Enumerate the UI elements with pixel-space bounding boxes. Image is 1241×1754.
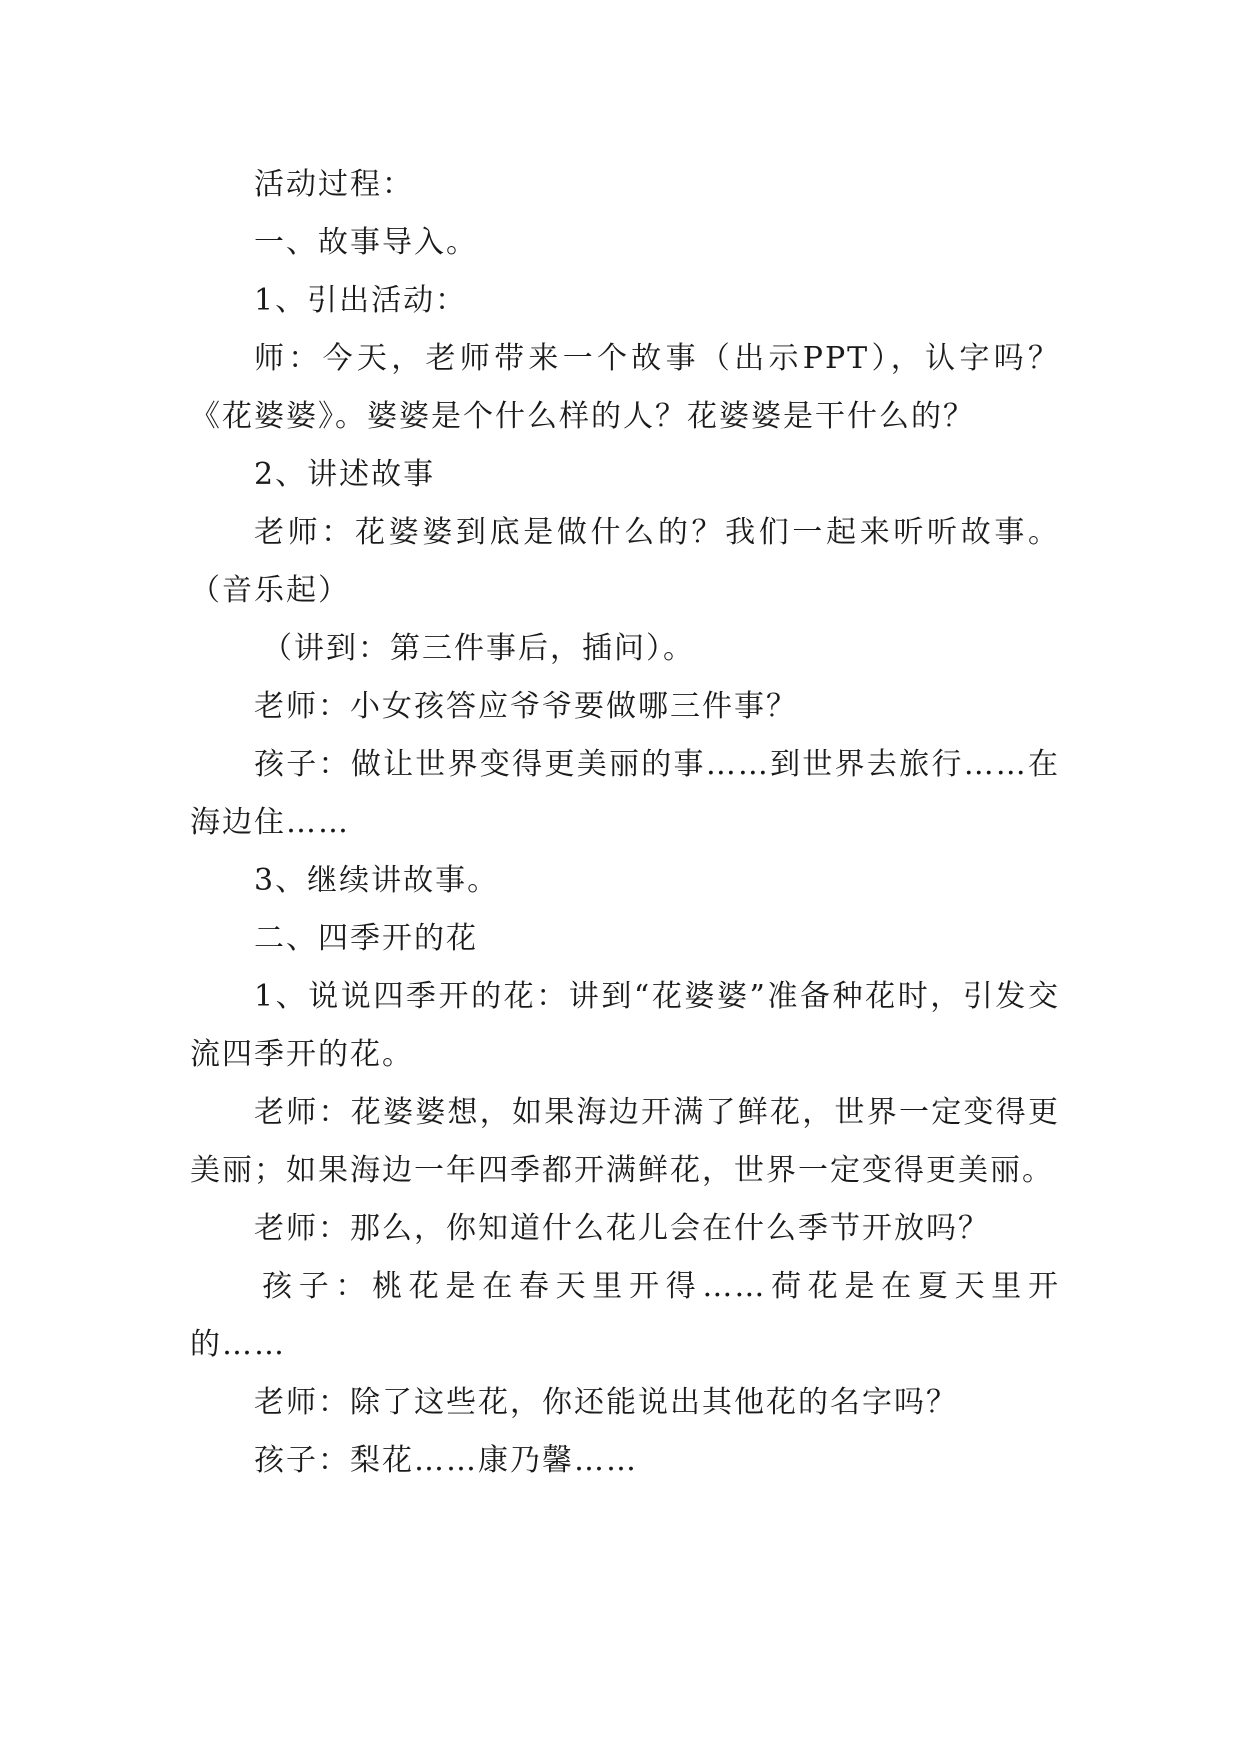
paragraph-step-1-3: 3、继续讲故事。 — [254, 863, 500, 898]
document-body — [190, 156, 1060, 1490]
paragraph-activity-process: 活动过程： — [254, 167, 414, 202]
paragraph-teacher-flowers: 老师：花婆婆想，如果海边开满了鲜花，世界一定变得更美丽；如果海边一年四季都开满鲜花，世界一定变得更美丽。 — [190, 1095, 1060, 1188]
paragraph-section-2-heading: 二、四季开的花 — [254, 921, 478, 956]
paragraph-child-answer: 孩子：做让世界变得更美丽的事……到世界去旅行……在海边住…… — [190, 747, 1060, 840]
paragraph-step-2-1: 1、说说四季开的花：讲到“花婆婆”准备种花时，引发交流四季开的花。 — [190, 979, 1060, 1072]
paragraph-teacher-intro: 师：今天，老师带来一个故事（出示PPT），认字吗？《花婆婆》。婆婆是个什么样的人？花婆婆是干什么的？ — [190, 341, 1060, 434]
paragraph-stage-note: （讲到：第三件事后，插问）。 — [262, 631, 695, 666]
paragraph-section-1-heading: 一、故事导入。 — [254, 225, 478, 260]
paragraph-step-1-2: 2、讲述故事 — [254, 457, 436, 492]
paragraph-teacher-question: 老师：小女孩答应爷爷要做哪三件事？ — [254, 689, 798, 724]
paragraph-child-other-flowers: 孩子：梨花……康乃馨…… — [254, 1443, 638, 1478]
paragraph-teacher-other-flowers: 老师：除了这些花，你还能说出其他花的名字吗？ — [254, 1385, 958, 1420]
paragraph-step-1-1: 1、引出活动： — [254, 283, 468, 318]
paragraph-teacher-story: 老师：花婆婆到底是做什么的？我们一起来听听故事。（音乐起） — [190, 515, 1060, 608]
paragraph-teacher-seasons: 老师：那么，你知道什么花儿会在什么季节开放吗？ — [254, 1211, 990, 1246]
paragraph-child-seasons: 孩子：桃花是在春天里开得……荷花是在夏天里开的…… — [190, 1269, 1060, 1362]
